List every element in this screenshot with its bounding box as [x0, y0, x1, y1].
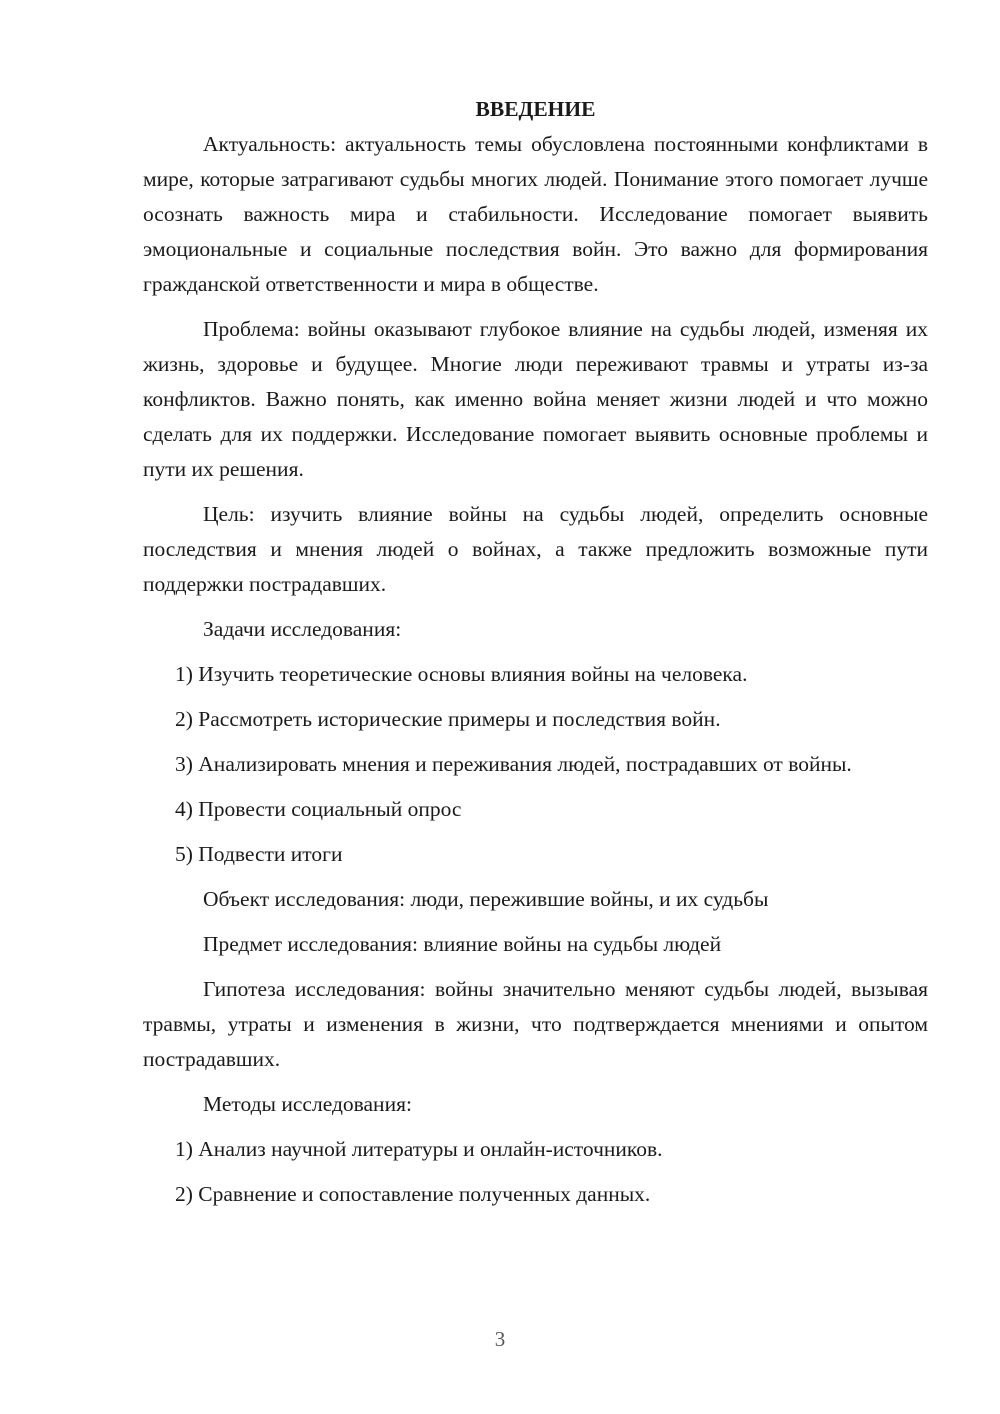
- method-item-1: 1) Анализ научной литературы и онлайн-источников.: [175, 1137, 663, 1161]
- task-item-4: 4) Провести социальный опрос: [175, 797, 462, 821]
- page-number: 3: [494, 1327, 506, 1351]
- paragraph-object: Объект исследования: люди, пережившие войны, и их судьбы: [203, 887, 769, 911]
- task-item-1: 1) Изучить теоретические основы влияния войны на человека.: [175, 662, 748, 686]
- paragraph-relevance: Актуальность: актуальность темы обусловлена постоянными конфликтами в мире, которые затрагивают судьбы многих людей. Понимание этого помогает лучше осознать важность мира и стабильности. Исследование помогает выявить эмоциональные и социальные последствия войн. Это важно для формирования гражданской ответственности и мира в обществе.: [143, 132, 928, 296]
- method-item-2: 2) Сравнение и сопоставление полученных данных.: [175, 1182, 651, 1206]
- task-item-3: 3) Анализировать мнения и переживания людей, пострадавших от войны.: [175, 752, 852, 776]
- tasks-heading: Задачи исследования:: [203, 617, 402, 641]
- section-title: ВВЕДЕНИЕ: [475, 97, 596, 121]
- task-item-5: 5) Подвести итоги: [175, 842, 343, 866]
- task-item-2: 2) Рассмотреть исторические примеры и последствия войн.: [175, 707, 721, 731]
- paragraph-subject: Предмет исследования: влияние войны на судьбы людей: [203, 932, 722, 956]
- paragraph-goal: Цель: изучить влияние войны на судьбы людей, определить основные последствия и мнения людей о войнах, а также предложить возможные пути поддержки пострадавших.: [143, 502, 928, 596]
- methods-heading: Методы исследования:: [203, 1092, 412, 1116]
- paragraph-problem: Проблема: войны оказывают глубокое влияние на судьбы людей, изменяя их жизнь, здоровье и будущее. Многие люди переживают травмы и утраты из-за конфликтов. Важно понять, как именно война меняет жизни людей и что можно сделать для их поддержки. Исследование помогает выявить основные проблемы и пути их решения.: [143, 317, 928, 481]
- paragraph-hypothesis: Гипотеза исследования: войны значительно меняют судьбы людей, вызывая травмы, утраты и изменения в жизни, что подтверждается мнениями и опытом пострадавших.: [143, 977, 928, 1071]
- document-page: [143, 92, 928, 1222]
